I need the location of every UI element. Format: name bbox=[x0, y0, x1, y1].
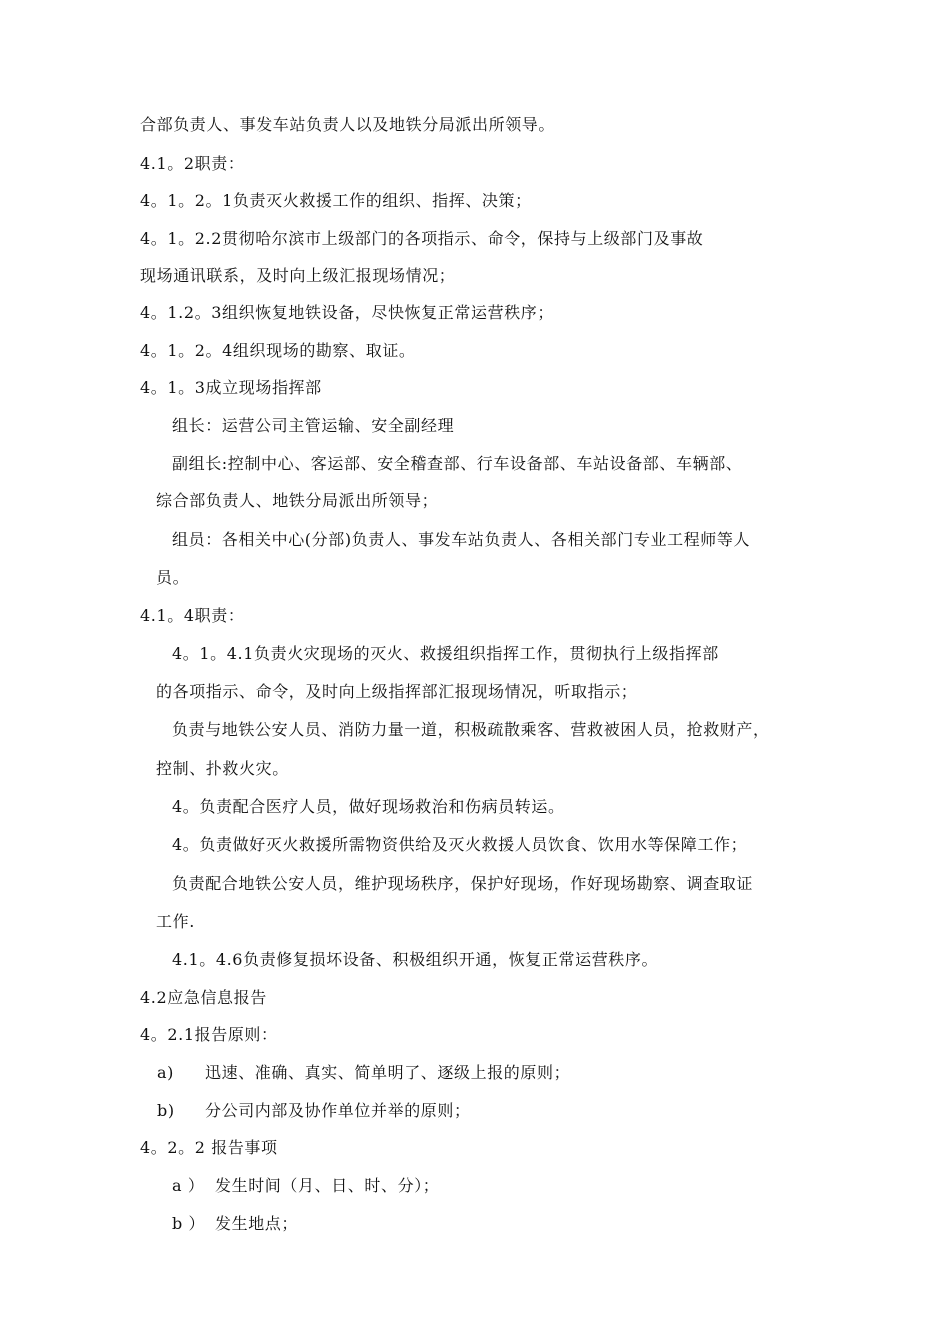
list-marker: a) bbox=[157, 1063, 174, 1082]
section-heading: 4。2.1报告原则： bbox=[140, 1025, 278, 1044]
text-line: 组员：各相关中心(分部)负责人、事发车站负责人、各相关部门专业工程师等人 bbox=[172, 530, 751, 549]
text-line: 负责配合地铁公安人员，维护现场秩序，保护好现场，作好现场勘察、调查取证 bbox=[172, 874, 754, 893]
list-item-text: 分公司内部及协作单位并举的原则； bbox=[205, 1101, 471, 1120]
section-heading: 4.1。2职责： bbox=[140, 154, 245, 173]
text-line: 4。负责做好灭火救援所需物资供给及灭火救援人员饮食、饮用水等保障工作； bbox=[172, 835, 748, 854]
list-marker: b) bbox=[157, 1101, 175, 1120]
list-marker: a ） bbox=[172, 1176, 205, 1195]
text-line: 负责与地铁公安人员、消防力量一道，积极疏散乘客、营救被困人员，抢救财产， bbox=[172, 720, 770, 739]
list-marker: b ） bbox=[172, 1214, 206, 1233]
text-line: 员。 bbox=[156, 568, 190, 587]
text-line: 综合部负责人、地铁分局派出所领导； bbox=[156, 491, 439, 510]
text-line: 4。1。2.2贯彻哈尔滨市上级部门的各项指示、命令，保持与上级部门及事故 bbox=[140, 229, 704, 248]
text-line: 4。负责配合医疗人员，做好现场救治和伤病员转运。 bbox=[172, 797, 565, 816]
text-line: 工作. bbox=[156, 912, 195, 931]
list-item-text: 迅速、准确、真实、简单明了、逐级上报的原则； bbox=[205, 1063, 571, 1082]
text-line: 4。1.2。3组织恢复地铁设备，尽快恢复正常运营秩序； bbox=[140, 303, 555, 322]
text-line: 4。1。2。4组织现场的勘察、取证。 bbox=[140, 341, 416, 360]
section-heading: 4.1。4职责： bbox=[140, 606, 245, 625]
section-heading: 4。1。3成立现场指挥部 bbox=[140, 378, 322, 397]
text-line: 现场通讯联系，及时向上级汇报现场情况； bbox=[140, 266, 456, 285]
text-line: 控制、扑救火灾。 bbox=[156, 759, 289, 778]
text-line: 组长：运营公司主管运输、安全副经理 bbox=[172, 416, 455, 435]
text-line: 副组长:控制中心、客运部、安全稽查部、行车设备部、车站设备部、车辆部、 bbox=[172, 454, 743, 473]
text-line: 4。1。4.1负责火灾现场的灭火、救援组织指挥工作，贯彻执行上级指挥部 bbox=[172, 644, 719, 663]
text-line: 4.1。4.6负责修复损坏设备、积极组织开通，恢复正常运营秩序。 bbox=[172, 950, 659, 969]
list-item-text: 发生时间（月、日、时、分）； bbox=[215, 1176, 440, 1195]
section-heading: 4.2应急信息报告 bbox=[140, 988, 267, 1007]
text-line: 的各项指示、命令，及时向上级指挥部汇报现场情况，听取指示； bbox=[156, 682, 638, 701]
text-line: 合部负责人、事发车站负责人以及地铁分局派出所领导。 bbox=[140, 115, 556, 134]
list-item-text: 发生地点； bbox=[215, 1214, 299, 1233]
text-line: 4。1。2。1负责灭火救援工作的组织、指挥、决策； bbox=[140, 191, 532, 210]
section-heading: 4。2。2 报告事项 bbox=[140, 1138, 278, 1157]
